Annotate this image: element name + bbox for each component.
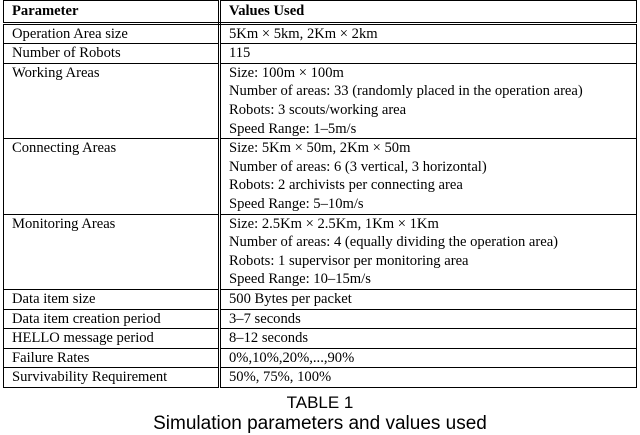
row-parameter: Working Areas (4, 63, 220, 138)
table-row (4, 309, 637, 329)
value-line: 0%,10%,20%,...,90% (229, 349, 355, 366)
row-values (220, 368, 637, 388)
table-row (4, 214, 637, 289)
row-values (220, 23, 637, 44)
row-parameter: Operation Area size (4, 23, 220, 44)
header-parameter: Parameter (4, 1, 220, 24)
value-line: 3–7 seconds (229, 310, 301, 327)
row-values (220, 289, 637, 309)
value-line: Speed Range: 5–10m/s (229, 195, 364, 212)
table-row (4, 348, 637, 368)
row-parameter: Failure Rates (4, 348, 220, 368)
row-parameter: Survivability Requirement (4, 368, 220, 388)
table-row (4, 329, 637, 349)
value-line: Robots: 2 archivists per connecting area (229, 177, 463, 194)
row-values (220, 329, 637, 349)
row-values (220, 139, 637, 214)
row-parameter: Monitoring Areas (4, 214, 220, 289)
row-parameter: Data item size (4, 289, 220, 309)
row-parameter: Number of Robots (4, 44, 220, 64)
table-row (4, 63, 637, 138)
row-parameter: Data item creation period (4, 309, 220, 329)
table-header-row (4, 1, 637, 24)
row-parameter: Connecting Areas (4, 139, 220, 214)
row-values (220, 63, 637, 138)
table-caption-label: TABLE 1 (286, 393, 354, 412)
value-line: Robots: 1 supervisor per monitoring area (229, 252, 469, 269)
value-line: Number of areas: 4 (equally dividing the operation area) (229, 234, 559, 251)
header-values-used: Values Used (220, 1, 637, 24)
value-line: 500 Bytes per packet (229, 290, 352, 307)
table-caption-text: Simulation parameters and values used (153, 413, 487, 434)
table-row (4, 23, 637, 44)
table-row (4, 44, 637, 64)
parameters-table-container (3, 0, 637, 388)
table-row (4, 289, 637, 309)
row-values (220, 44, 637, 64)
table-row (4, 368, 637, 388)
value-line: Speed Range: 10–15m/s (229, 271, 371, 288)
table-row (4, 139, 637, 214)
value-line: Speed Range: 1–5m/s (229, 120, 357, 137)
row-values (220, 348, 637, 368)
value-line: 8–12 seconds (229, 330, 309, 347)
value-line: Size: 100m × 100m (229, 64, 344, 81)
value-line: Size: 5Km × 50m, 2Km × 50m (229, 140, 411, 157)
value-line: 5Km × 5km, 2Km × 2km (229, 25, 378, 42)
simulation-parameters-table (3, 0, 637, 388)
value-line: Number of areas: 6 (3 vertical, 3 horizontal) (229, 158, 487, 175)
row-values (220, 309, 637, 329)
value-line: Robots: 3 scouts/working area (229, 101, 407, 118)
value-line: 115 (229, 45, 251, 62)
row-parameter: HELLO message period (4, 329, 220, 349)
value-line: 50%, 75%, 100% (229, 369, 332, 386)
value-line: Size: 2.5Km × 2.5Km, 1Km × 1Km (229, 215, 439, 232)
row-values (220, 214, 637, 289)
value-line: Number of areas: 33 (randomly placed in the operation area) (229, 83, 583, 100)
